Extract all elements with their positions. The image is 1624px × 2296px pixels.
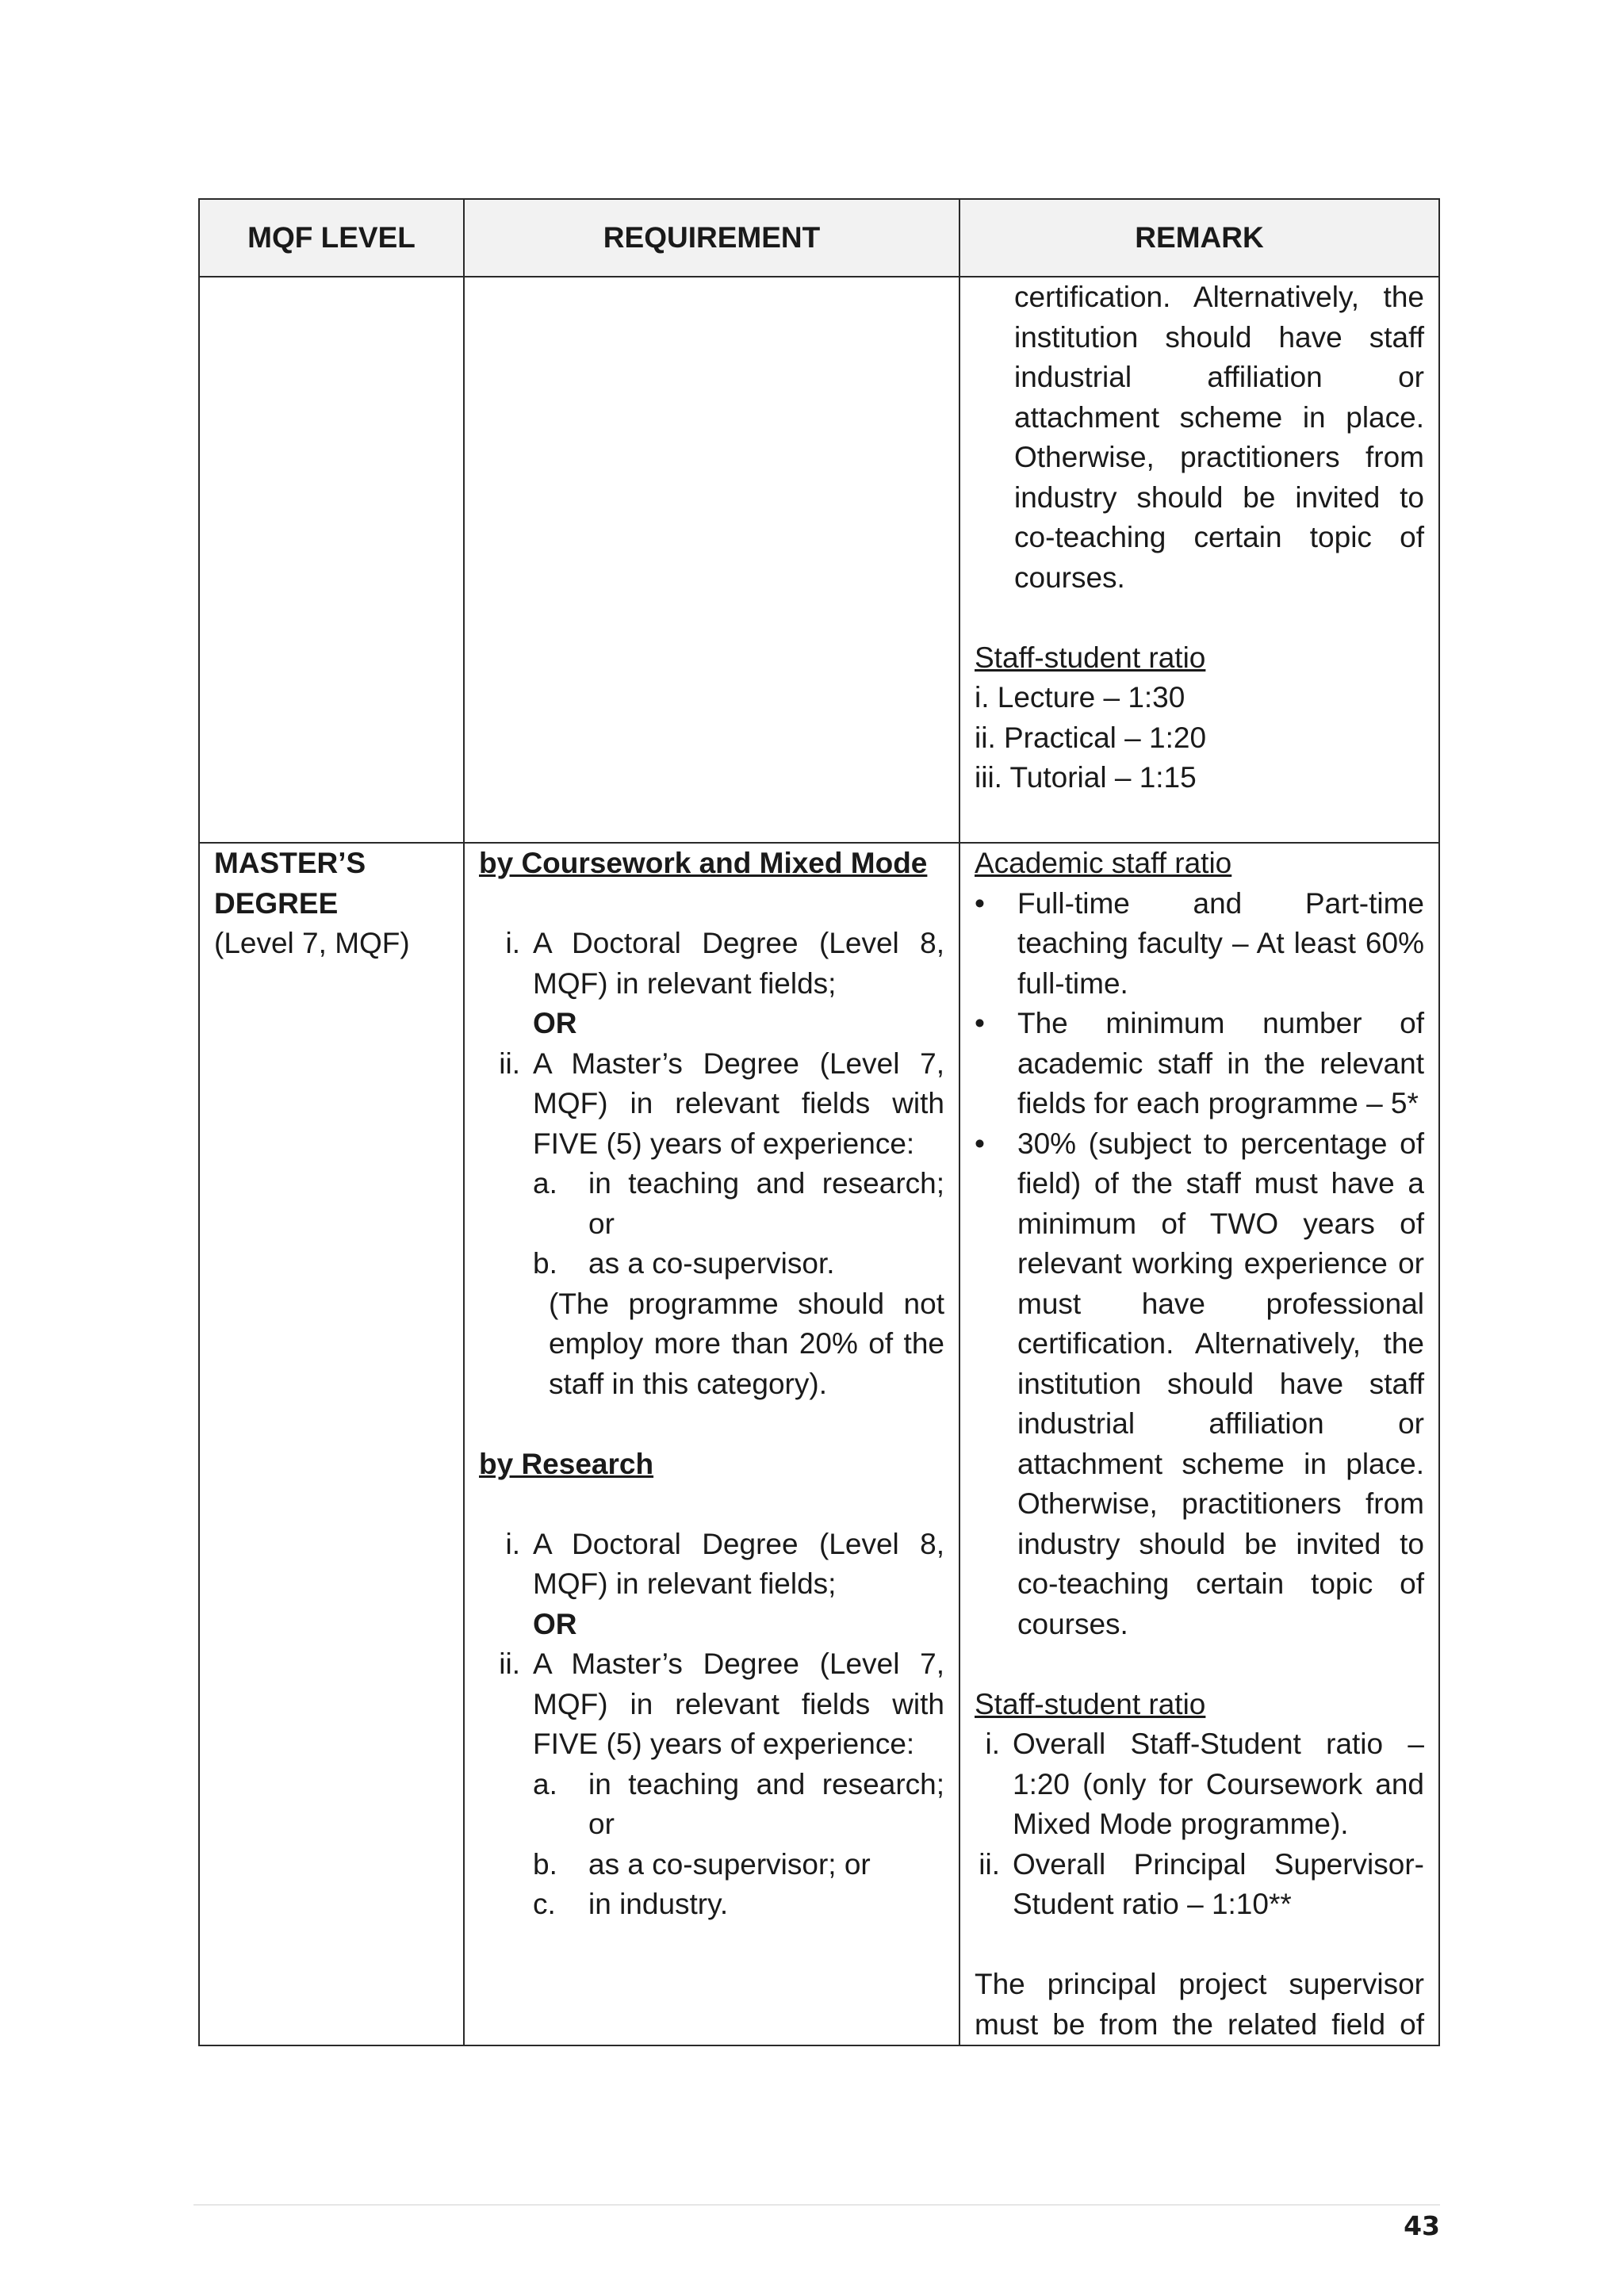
bullet-text: The minimum number of academic staff in the relevant fields for each programme – 5*	[1017, 1007, 1424, 1119]
header-requirement: REQUIREMENT	[464, 199, 959, 277]
level-cell	[199, 843, 464, 2045]
remark-cell	[959, 843, 1439, 2045]
table-header-row	[199, 199, 1439, 277]
list-text: A Master’s Degree (Level 7, MQF) in relevant fields with FIVE (5) years of experience:	[533, 1647, 944, 1760]
list-item	[479, 1644, 944, 1765]
list-text: A Master’s Degree (Level 7, MQF) in relevant fields with FIVE (5) years of experience:	[533, 1047, 944, 1160]
sub-list-marker: b.	[533, 1247, 557, 1280]
list-text: A Doctoral Degree (Level 8, MQF) in relevant fields;	[533, 1527, 944, 1600]
research-title: by Research	[479, 1447, 654, 1480]
level-title-line2: DEGREE	[214, 886, 339, 920]
requirement-cell-empty	[464, 277, 959, 843]
coursework-note: (The programme should not employ more than 20% of the staff in this category).	[549, 1287, 944, 1400]
ratio-practical: ii. Practical – 1:20	[975, 721, 1207, 754]
remark-continuation: certification. Alternatively, the institution should have staff industrial affiliation or attachment scheme in place. Otherwise, practitioners from industry should be invited to co-teaching certain topic of courses.	[1014, 281, 1424, 594]
closing-remark: The principal project supervisor must be from the related field of	[975, 1968, 1424, 2041]
sub-list-text: as a co-supervisor; or	[588, 1847, 871, 1881]
requirements-table	[198, 198, 1440, 2046]
list-text: Overall Principal Supervisor-Student ratio – 1:10**	[1013, 1847, 1424, 1920]
academic-staff-ratio-title: Academic staff ratio	[975, 847, 1232, 879]
bullet-icon: •	[975, 1007, 985, 1039]
bullet-text: 30% (subject to percentage of field) of the staff must have a minimum of TWO years of relevant working experience or must have professional certification. Alternatively, the institution should have staff industrial affiliation or attachment scheme in place. Otherwise, practitioners from industry should be invited to co-teaching certain topic of courses.	[1017, 1127, 1424, 1640]
sub-list-marker: b.	[533, 1847, 557, 1881]
list-marker: i.	[505, 1527, 520, 1560]
list-marker: ii.	[979, 1847, 1000, 1881]
sub-list-text: in teaching and research; or	[588, 1167, 944, 1240]
or-label: OR	[533, 1007, 577, 1039]
bullet-icon: •	[975, 1127, 985, 1160]
list-item	[959, 1845, 1424, 1925]
ratio-tutorial: iii. Tutorial – 1:15	[975, 761, 1197, 794]
sub-list-text: as a co-supervisor.	[588, 1247, 835, 1280]
level-cell-empty	[199, 277, 464, 843]
bullet-text: Full-time and Part-time teaching faculty – At least 60% full-time.	[1017, 886, 1424, 1000]
list-text: A Doctoral Degree (Level 8, MQF) in relevant fields;	[533, 927, 944, 1000]
sub-list-marker: a.	[533, 1767, 557, 1800]
remark-cell	[959, 277, 1439, 843]
coursework-title: by Coursework and Mixed Mode	[479, 847, 928, 879]
list-item	[959, 1724, 1424, 1845]
sub-list-text: in industry.	[588, 1888, 729, 1920]
table-row	[199, 843, 1439, 2045]
table-row	[199, 277, 1439, 843]
bullet-item	[975, 1004, 1424, 1124]
sub-list-item	[533, 1885, 944, 1925]
list-marker: i.	[985, 1728, 1000, 1760]
sub-list-item	[533, 1765, 944, 1845]
footer-divider	[193, 2204, 1440, 2206]
sub-list-marker: a.	[533, 1167, 557, 1200]
sub-list-text: in teaching and research; or	[588, 1767, 944, 1840]
bullet-item	[975, 884, 1424, 1004]
header-remark: REMARK	[959, 199, 1439, 277]
ratio-lecture: i. Lecture – 1:30	[975, 681, 1185, 714]
list-marker: ii.	[499, 1047, 520, 1080]
staff-student-ratio-title: Staff-student ratio	[975, 1687, 1206, 1720]
sub-list-marker: c.	[533, 1888, 556, 1920]
sub-list-item	[533, 1164, 944, 1244]
bullet-item	[975, 1124, 1424, 1645]
level-subtitle: (Level 7, MQF)	[214, 927, 410, 959]
staff-student-ratio-title: Staff-student ratio	[975, 641, 1206, 674]
list-marker: ii.	[499, 1647, 520, 1680]
header-mqf-level: MQF LEVEL	[199, 199, 464, 277]
list-item	[479, 1525, 944, 1605]
list-item	[479, 924, 944, 1004]
list-marker: i.	[505, 927, 520, 959]
list-item	[479, 1044, 944, 1165]
or-label: OR	[533, 1607, 577, 1640]
level-title-line1: MASTER’S	[214, 847, 366, 879]
list-text: Overall Staff-Student ratio – 1:20 (only for Coursework and Mixed Mode programme).	[1013, 1728, 1424, 1840]
bullet-icon: •	[975, 886, 985, 920]
sub-list-item	[533, 1845, 944, 1885]
sub-list-item	[533, 1244, 944, 1284]
page-number: 43	[1404, 2210, 1440, 2241]
requirement-cell	[464, 843, 959, 2045]
